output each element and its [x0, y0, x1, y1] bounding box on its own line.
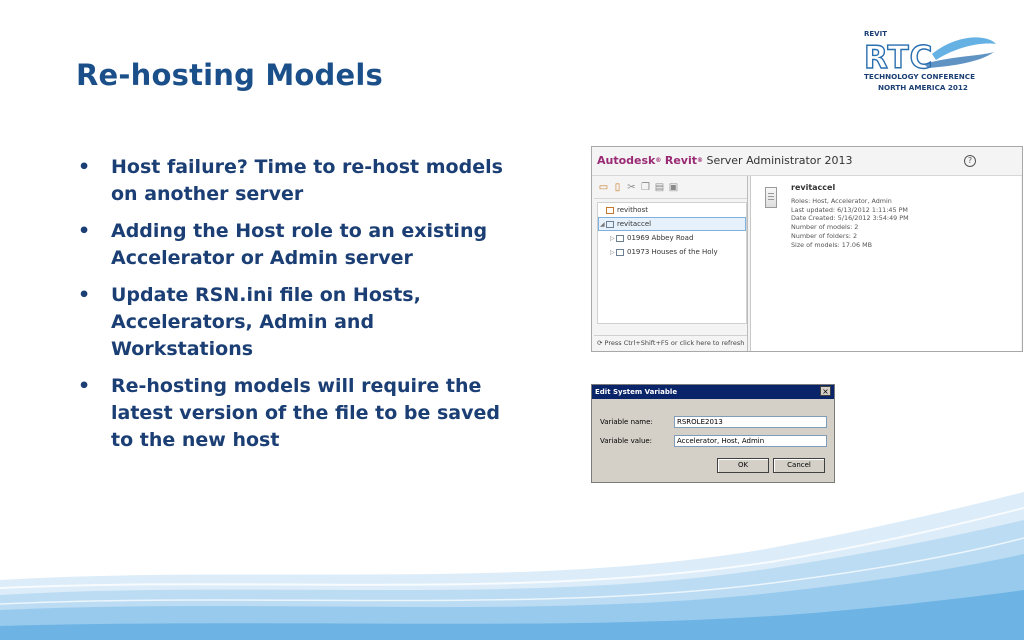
tree-item-revithost[interactable] — [598, 203, 746, 217]
paste-icon[interactable]: ▤ — [654, 181, 665, 193]
folder-icon — [616, 235, 624, 242]
dialog-titlebar: Edit System Variable — [592, 385, 834, 399]
new-folder-icon[interactable]: ▭ — [598, 181, 609, 193]
logo-top-label: REVIT — [864, 30, 887, 38]
bullet-item: • Update RSN.ini file on Hosts, Accelerators, Admin and Workstations — [78, 282, 518, 363]
refresh-hint: Press Ctrl+Shift+F5 or click here to refresh — [604, 339, 745, 347]
server-detail-panel — [750, 176, 1021, 351]
revit-brand: Revit — [664, 154, 697, 167]
detail-line: Number of models: 2 — [791, 223, 859, 232]
collapse-caret-icon[interactable]: ◢ — [600, 221, 605, 228]
variable-value-input[interactable]: Accelerator, Host, Admin — [674, 435, 827, 447]
server-details — [791, 197, 909, 249]
expand-caret-icon[interactable]: ▷ — [610, 249, 615, 256]
autodesk-brand: Autodesk — [597, 154, 656, 167]
decorative-wave — [0, 480, 1024, 640]
edit-system-variable-dialog — [591, 384, 835, 483]
logo-line2: NORTH AMERICA 2012 — [878, 83, 968, 92]
bullet-list — [78, 154, 518, 464]
refresh-icon: ⟳ — [597, 339, 605, 347]
detail-line: Size of models: 17.06 MB — [791, 240, 872, 249]
tree-item-abbey-road[interactable] — [598, 231, 746, 245]
variable-name-input[interactable]: RSROLE2013 — [674, 416, 827, 428]
cancel-button[interactable]: Cancel — [773, 458, 825, 473]
slide-title: Re-hosting Models — [76, 58, 383, 92]
refresh-status-bar[interactable] — [594, 335, 747, 351]
new-item-icon[interactable]: ▯ — [614, 181, 621, 193]
bullet-item: • Host failure? Time to re-host models on another server — [78, 154, 518, 208]
detail-line: Number of folders: 2 — [791, 231, 858, 240]
cut-icon[interactable]: ✂ — [627, 181, 636, 193]
detail-line: Roles: Host, Accelerator, Admin — [791, 197, 892, 205]
bullet-item: • Adding the Host role to an existing Accelerator or Admin server — [78, 218, 518, 272]
bullet-item: • Re-hosting models will require the latest version of the file to be saved to the new host — [78, 373, 518, 454]
server-name: revitaccel — [791, 183, 836, 192]
ok-button[interactable]: OK — [717, 458, 769, 473]
variable-name-label: Variable name: — [600, 418, 653, 426]
lock-icon[interactable]: ▣ — [668, 181, 679, 193]
server-tower-icon — [765, 187, 777, 208]
logo-line1: TECHNOLOGY CONFERENCE — [864, 72, 975, 81]
tree-item-label: revitaccel — [617, 220, 652, 228]
logo-mark: RTC — [864, 40, 934, 76]
detail-line: Date Created: 5/16/2012 3:54:49 PM — [791, 214, 909, 223]
server-tree — [597, 202, 747, 324]
server-admin-window — [591, 146, 1023, 352]
help-icon[interactable]: ? — [964, 155, 976, 167]
server-admin-titlebar: Autodesk® Revit® Server Administrator 2013 — [592, 147, 1022, 176]
host-icon — [606, 207, 614, 214]
tree-item-label: 01973 Houses of the Holy — [627, 248, 718, 256]
variable-value-label: Variable value: — [600, 437, 653, 445]
expand-caret-icon[interactable]: ▷ — [610, 235, 615, 242]
server-icon — [606, 221, 614, 228]
window-title-text: Server Administrator 2013 — [703, 154, 853, 167]
detail-line: Last updated: 6/13/2012 1:11:45 PM — [791, 205, 908, 214]
tree-item-revitaccel[interactable] — [598, 217, 746, 231]
rtc-logo — [862, 26, 998, 96]
close-icon[interactable]: × — [820, 386, 831, 396]
tree-item-label: revithost — [617, 206, 648, 214]
folder-icon — [616, 249, 624, 256]
tree-item-label: 01969 Abbey Road — [627, 234, 694, 242]
tree-toolbar — [594, 176, 747, 199]
tree-item-houses-of-the-holy[interactable] — [598, 245, 746, 259]
copy-icon[interactable]: ❐ — [641, 181, 650, 193]
server-tree-panel — [594, 176, 748, 351]
